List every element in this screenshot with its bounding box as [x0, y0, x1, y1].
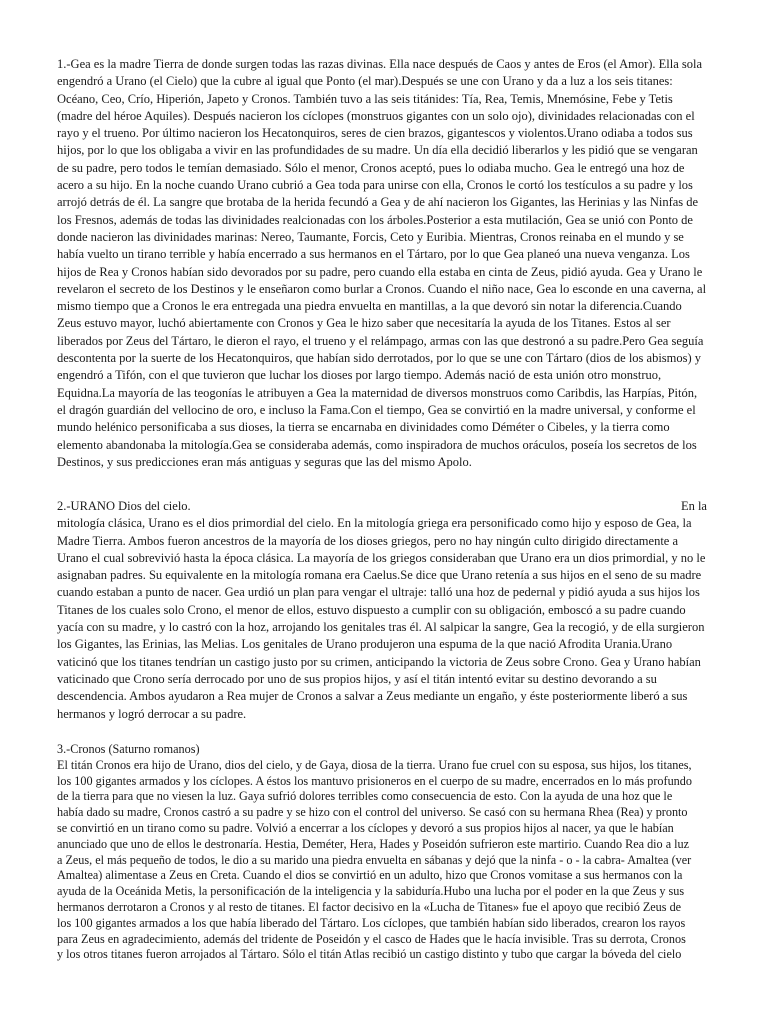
text-line: arrojó detrás de él. La sangre que brotaba de la herida fecundó a Gea y de ahí nacieron los Gigantes, las Herinias y las Ninfas de [57, 195, 699, 210]
text-line: anunciado que uno de ellos le destronaría. Hestia, Deméter, Hera, Hades y Poseidón sufrieron este martirio. Cuando Rea dio a luz [57, 836, 690, 851]
text-line: para Zeus en agradecimiento, además del tridente de Poseidón y el casco de Hades que le hacía invisible. Tras su derrota, Cronos [57, 931, 686, 946]
text-line: los 100 gigantes armados a los que había liberado del Tártaro. Los cíclopes, que también habían sido liberados, crearon los rayos [57, 915, 686, 930]
text-line: los Fresnos, además de todas las divinidades realcionadas con los árboles.Posterior a esta mutilación, Gea se unió con Ponto de [57, 212, 693, 227]
section-heading-row [57, 498, 707, 515]
text-line: los 100 gigantes armados y los cíclopes. A éstos los mantuvo prisioneros en el cuerpo de su madre, encerrados en lo más profundo [57, 773, 692, 788]
text-line: asignaban padres. Su equivalente en la mitología romana era Caelus.Se dice que Urano retenía a sus hijos en el seno de su madre [57, 568, 702, 583]
text-line: yacía con su madre, y lo castró con la hoz, arrojando los genitales tras él. Al salpicar la sangre, Gea la recogió, y de ella surgieron [57, 620, 705, 635]
text-line: Destinos, y sus predicciones eran más antiguas y seguras que las del mismo Apolo. [57, 454, 472, 469]
text-line: Titanes de los cuales solo Crono, el menor de ellos, estuvo dispuesto a cumplir con su obligación, emboscó a su padre cuando [57, 602, 686, 617]
section-heading-tail: En la [680, 499, 707, 513]
text-line: revelaron el secreto de los Destinos y le enseñaron como burlar a Cronos. Cuando el niño nace, Gea lo esconde en una caverna, al [57, 281, 707, 296]
text-line: Amaltea) alimentase a Zeus en Creta. Cuando el dios se convirtió en un adulto, hizo que Cronos vomitase a sus hermanos con la [57, 868, 683, 883]
text-line: mundo helénico personificaba a sus dioses, la tierra se encarnaba en divinidades como Déméter o Cibeles, y la tierra como [57, 420, 670, 435]
text-line: mitología clásica, Urano es el dios primordial del cielo. En la mitología griega era personificado como hijo y esposo de Gea, la [57, 516, 692, 531]
paragraph-urano [57, 498, 707, 723]
text-line: hijos de Rea y Cronos habían sido devorados por su padre, pero cuando ella estaba en cinta de Zeus, pidió ayuda. Gea y Urano le [57, 264, 703, 279]
text-line: los Gigantes, las Erinias, las Melias. Los genitales de Urano produjeron una espuma de la que nació Afrodita Urania.Urano [57, 637, 673, 652]
text-line: hermanos y logró derrocar a su padre. [57, 706, 247, 721]
text-line: había vuelto un tirano terrible y había encerrado a sus hermanos en el Tártaro, por lo que Gea planeó una nueva venganza. Los [57, 247, 690, 262]
text-line: se convirtió en un tirano como su padre. Volvió a encerrar a los cíclopes y devoró a sus propios hijos al nacer, ya que le habían [57, 820, 674, 835]
text-line: el dragón guardián del vellocino de oro, e incluso la Fama.Con el tiempo, Gea se convirtió en la madre universal, y conforme el [57, 402, 696, 417]
text-line: y los otros titanes fueron arrojados al Tártaro. Sólo el titán Atlas recibió un castigo distinto y tubo que cargar la bóveda del cielo [57, 947, 682, 962]
text-line: Zeus estuvo mayor, luchó abiertamente con Cronos y Gea le hizo saber que necesitaría la ayuda de los Titanes. Estos al ser [57, 316, 671, 331]
text-line: vaticinó que los titanes tendrían un castigo justo por su crimen, anticipando la victoria de Zeus sobre Crono. Gea y Urano habían [57, 654, 701, 669]
text-line: Madre Tierra. Ambos fueron ancestros de la mayoría de los dioses griegos, pero no hay ningún culto dirigido directamente a [57, 533, 679, 548]
text-line: mismo tiempo que a Cronos le era entregada una piedra envuelta en mantillas, a la que devoró sin notar la diferencia.Cuando [57, 299, 682, 314]
text-line: Equidna.La mayoría de las teogonías le atribuyen a Gea la maternidad de diversos monstruos como Caribdis, las Harpías, Pitón, [57, 385, 698, 400]
text-line: El titán Cronos era hijo de Urano, dios del cielo, y de Gaya, diosa de la tierra. Urano fue cruel con su esposa, sus hijos, los titanes, [57, 757, 692, 772]
text-line: de su padre, pero todos le temían demasiado. Sólo el menor, Cronos aceptó, pues lo odiaba mucho. Gea le entregó una hoz de [57, 160, 685, 175]
text-line: cuando estaban a punto de nacer. Gea urdió un plan para vengar el ultraje: talló una hoz de pedernal y pidió ayuda a sus hijos los [57, 585, 700, 600]
section-heading: 2.-URANO Dios del cielo. [57, 499, 191, 513]
text-line: descontenta por la suerte de los Hecatonquiros, que habían sido derrotados, por lo que se une con Tártaro (dios de los abismos) y [57, 351, 702, 366]
text-line: Océano, Ceo, Crío, Hiperión, Japeto y Cronos. También tuvo a las seis titánides: Tía, Rea, Temis, Mnemósine, Febe y Tetis [57, 91, 673, 106]
text-line: 1.-Gea es la madre Tierra de donde surgen todas las razas divinas. Ella nace después de Caos y antes de Eros (el Amor). Ella sola [57, 57, 703, 71]
text-line: liberados por Zeus del Tártaro, le dieron el rayo, el trueno y el relámpago, armas con las que destronó a su padre.Pero Gea seguía [57, 333, 704, 348]
paragraph-gea [57, 56, 707, 471]
text-line: de la tierra para que no viesen la luz. Gaya sufrió dolores terribles como consecuencia de esto. Con la ayuda de una hoz que le [57, 789, 673, 804]
text-line: hermanos derrotaron a Cronos y al resto de titanes. El factor decisivo en la «Lucha de Titanes» fue el apoyo que recibió Zeus de [57, 899, 682, 914]
text-line: engendró a Urano (el Cielo) que la cubre al igual que Ponto (el mar).Después se une con Urano y da a luz a los seis titanes: [57, 74, 673, 89]
text-line: descendencia. Ambos ayudaron a Rea mujer de Cronos a salvar a Zeus mediante un engaño, y éste posteriormente liberó a sus [57, 689, 688, 704]
text-line: vaticinado que Crono sería derrocado por uno de sus propios hijos, y así el titán intentó evitar su destino devorando a su [57, 671, 657, 686]
text-line: a Zeus, el más pequeño de todos, le dio a su marido una piedra envuelta en sábanas y dejó que la ninfa - o - la cabra- Amaltea (ver [57, 852, 692, 867]
text-line: había dado su madre, Cronos castró a su padre y se hizo con el control del universo. Se casó con su hermana Rhea (Rea) y pronto [57, 805, 688, 820]
text-line: (madre del héroe Aquiles). Después nacieron los cíclopes (monstruos gigantes con un solo ojo), divinidades relacionadas con el [57, 108, 695, 123]
text-line: acero a su hijo. En la noche cuando Urano cubrió a Gea toda para unirse con ella, Cronos le cortó los testículos a su padre y los [57, 178, 693, 193]
text-line: elemento abandonaba la mitología.Gea se consideraba además, como inspiradora de muchos oráculos, poseía los secretos de los [57, 437, 697, 452]
paragraph-cronos [57, 742, 707, 963]
text-line: rayo y el trueno. Por último nacieron los Hecatonquiros, seres de cien brazos, gigantescos y violentos.Urano odiaba a todos sus [57, 126, 693, 141]
text-line: hijos, por lo que los obligaba a vivir en las profundidades de su madre. Un día ella decidió liberarlos y les pidió que se vengaran [57, 143, 698, 158]
text-line: engendró a Tifón, con el que tuvieron que luchar los dioses por largo tiempo. Además nació de esta unión otro monstruo, [57, 368, 662, 383]
text-line: ayuda de la Oceánida Metis, la personificación de la inteligencia y la sabiduría.Hubo una lucha por el poder en la que Zeus y sus [57, 884, 685, 899]
text-line: Urano el cual sobrevivió hasta la época clásica. La mayoría de los griegos consideraban que Urano era un dios primordial, y no le [57, 550, 706, 565]
text-line: donde nacieron las divinidades marinas: Nereo, Taumante, Forcis, Ceto y Euribia. Mientras, Cronos reinaba en el mundo y se [57, 229, 684, 244]
section-heading: 3.-Cronos (Saturno romanos) [57, 742, 200, 756]
